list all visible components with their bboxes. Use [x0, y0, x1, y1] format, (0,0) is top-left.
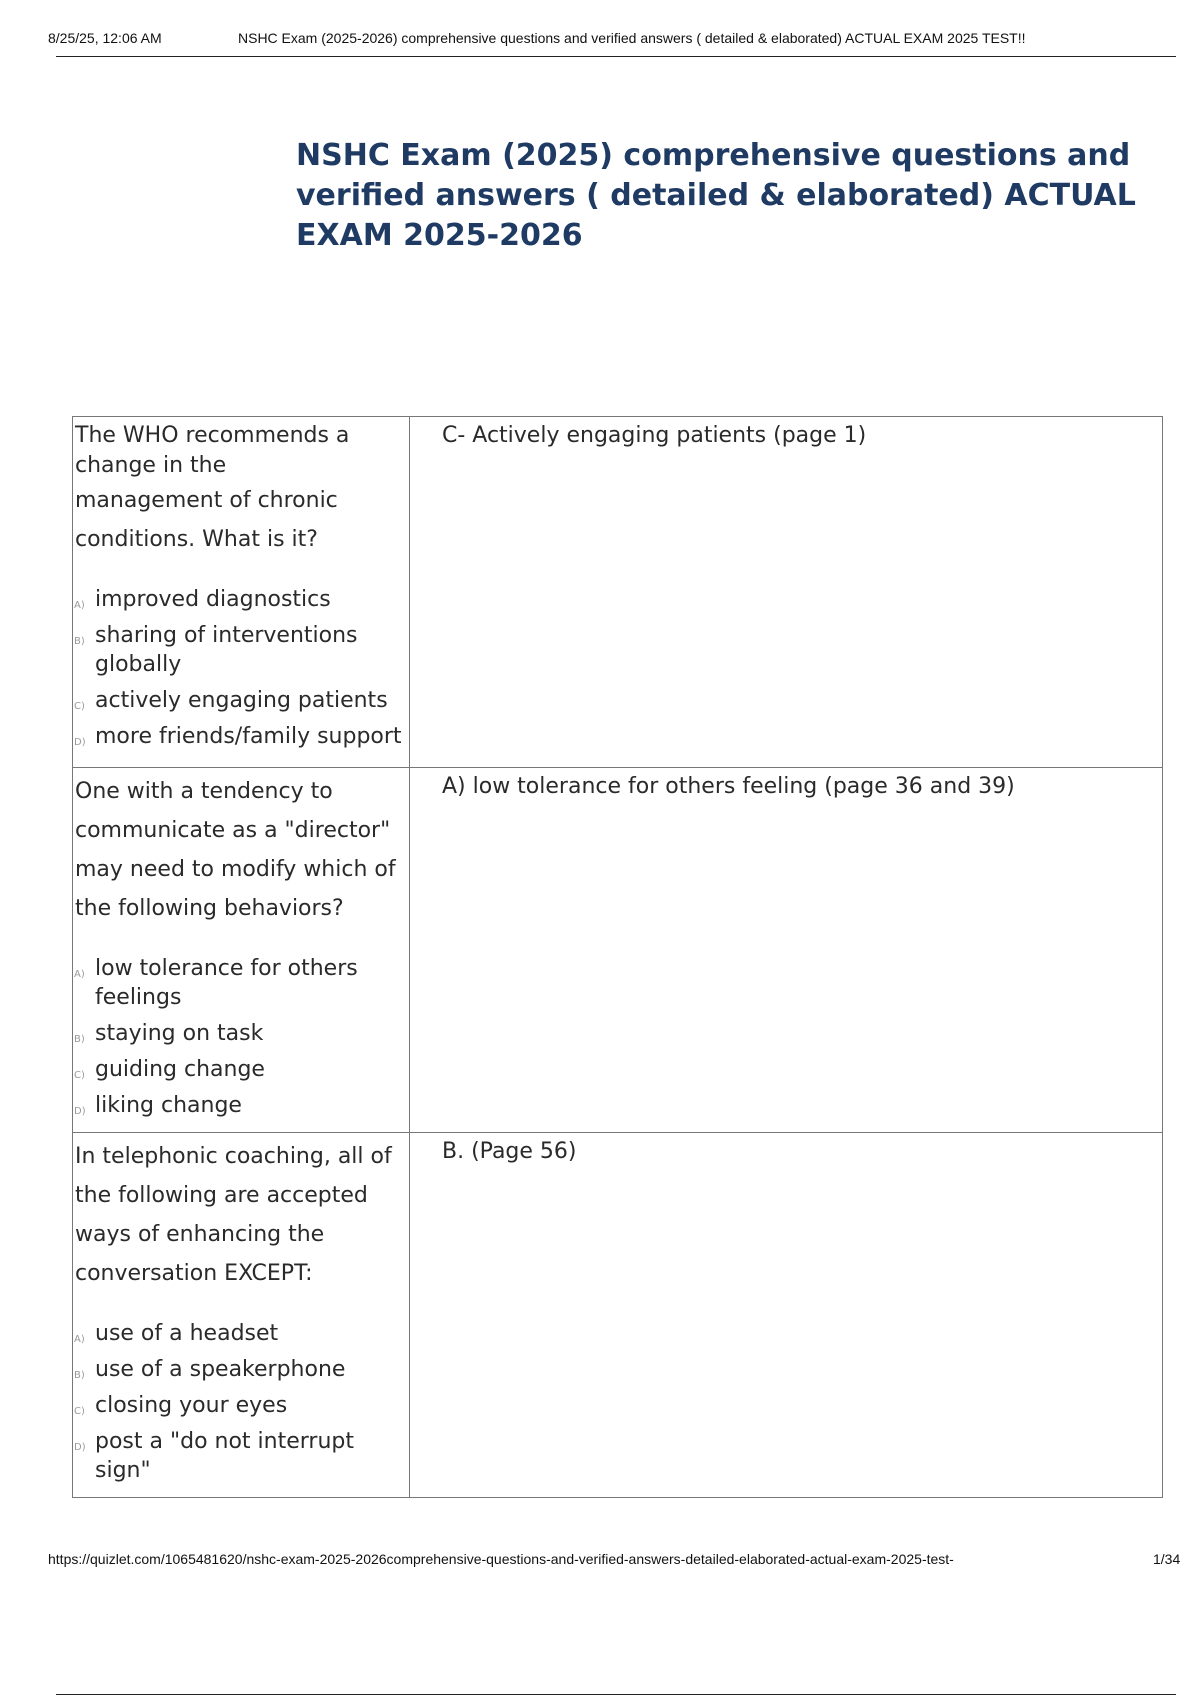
- answer-text: A) low tolerance for others feeling (page 36 and 39): [442, 774, 1015, 799]
- option-item: D) liking change: [74, 1093, 242, 1118]
- table-row: [73, 768, 1163, 1133]
- question-text: The WHO recommends a change in the management of chronic conditions. What is it?: [75, 423, 350, 552]
- print-header: [0, 0, 1200, 60]
- table-row: [73, 417, 1163, 768]
- question-cell: [73, 768, 410, 1133]
- answer-cell: [410, 417, 1163, 768]
- answer-options: [73, 1319, 409, 1485]
- table-row: [73, 1133, 1163, 1498]
- option-item: D) post a "do not interrupt sign": [74, 1429, 354, 1483]
- question-text: One with a tendency to communicate as a "director" may need to modify which of the following behaviors?: [75, 779, 396, 921]
- answer-options: [73, 954, 409, 1120]
- print-page-title: NSHC Exam (2025-2026) comprehensive questions and verified answers ( detailed & elaborated) ACTUAL EXAM 2025 TEST!!: [238, 30, 1026, 46]
- question-cell: [73, 1133, 410, 1498]
- flashcard-table: [72, 416, 1163, 1498]
- option-item: B) staying on task: [74, 1021, 264, 1046]
- print-url: https://quizlet.com/1065481620/nshc-exam-2025-2026comprehensive-questions-and-verified-answers-detailed-elaborated-actual-exam-2025-test-: [48, 1551, 954, 1567]
- option-item: D) more friends/family support: [74, 724, 402, 749]
- document-title: NSHC Exam (2025) comprehensive questions and verified answers ( detailed & elaborated) ACTUAL EXAM 2025-2026: [296, 138, 1136, 253]
- option-item: A) low tolerance for others feelings: [74, 956, 358, 1010]
- answer-text: B. (Page 56): [442, 1139, 577, 1164]
- question-text: In telephonic coaching, all of the following are accepted ways of enhancing the conversation EXCEPT:: [75, 1144, 392, 1286]
- option-item: B) use of a speakerphone: [74, 1357, 346, 1382]
- page-number: 1/34: [1153, 1551, 1181, 1567]
- option-item: B) sharing of interventions globally: [74, 623, 358, 677]
- question-cell: [73, 417, 410, 768]
- option-item: A) use of a headset: [74, 1321, 279, 1346]
- print-date: 8/25/25, 12:06 AM: [48, 30, 162, 46]
- option-item: C) closing your eyes: [74, 1393, 288, 1418]
- option-item: C) guiding change: [74, 1057, 265, 1082]
- answer-cell: [410, 768, 1163, 1133]
- answer-options: [73, 585, 409, 751]
- answer-text: C- Actively engaging patients (page 1): [442, 423, 867, 448]
- option-item: A) improved diagnostics: [74, 587, 331, 612]
- footer-divider: [56, 1694, 1176, 1695]
- header-divider: [56, 56, 1176, 57]
- answer-cell: [410, 1133, 1163, 1498]
- option-item: C) actively engaging patients: [74, 688, 388, 713]
